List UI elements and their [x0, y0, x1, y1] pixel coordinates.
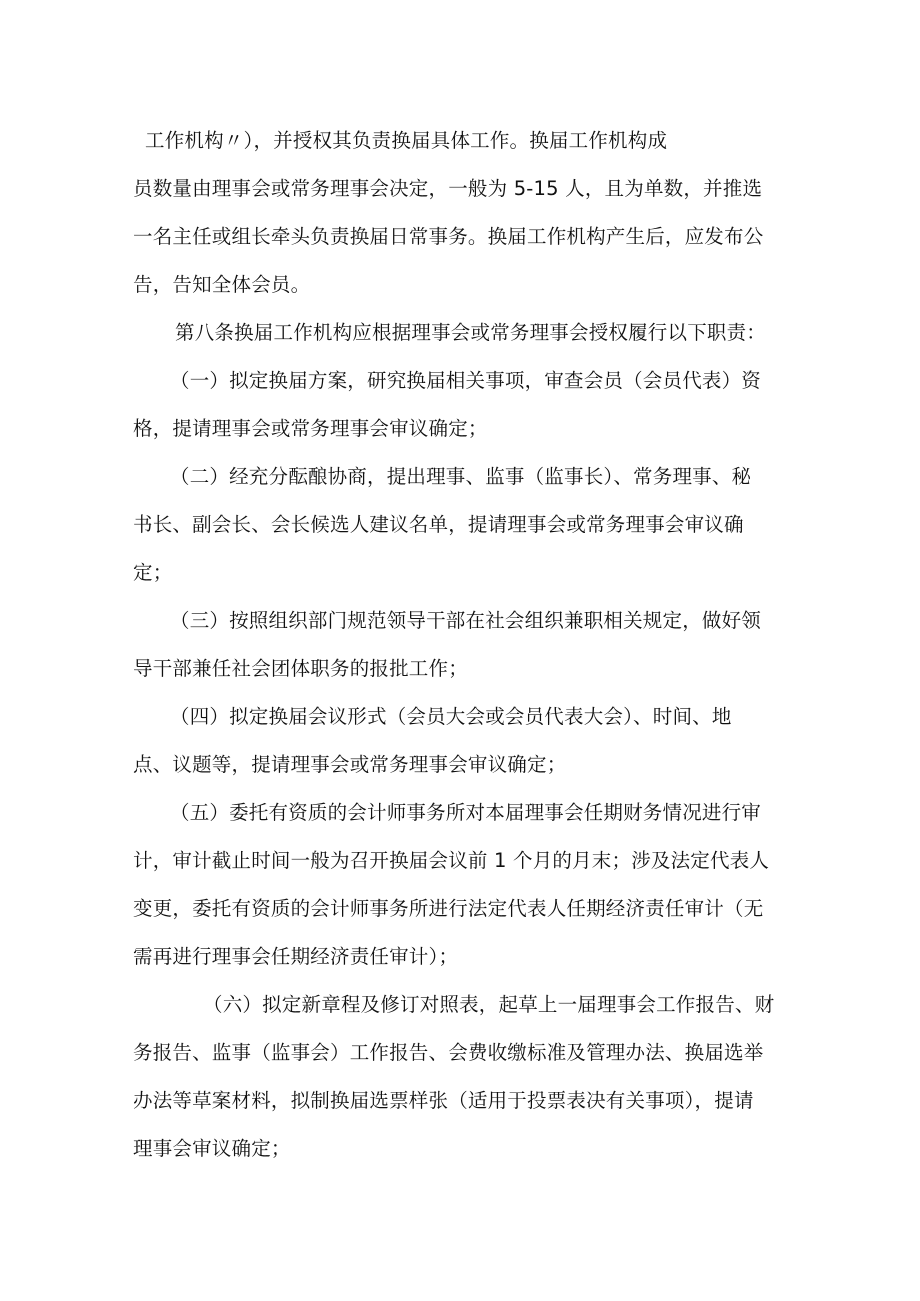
- text-line: 告，告知全体会员。: [133, 273, 311, 296]
- text-line: 需再进行理事会任期经济责任审计）；: [133, 945, 459, 968]
- text-line: 理事会审议确定；: [133, 1137, 291, 1160]
- text-line: 计，审计截止时间一般为召开换届会议前 1 个月的月末；涉及法定代表人: [133, 849, 770, 872]
- text-line: 定；: [133, 561, 173, 584]
- text-line: （一）拟定换届方案，研究换届相关事项，审查会员（会员代表）资: [170, 369, 762, 392]
- text-line: 工作机构〃），并授权其负责换届具体工作。换届工作机构成: [145, 129, 668, 152]
- text-line: 导干部兼任社会团体职务的报批工作；: [133, 657, 468, 680]
- text-line: （三）按照组织部门规范领导干部在社会组织兼职相关规定，做好领: [170, 609, 762, 632]
- text-line: 变更，委托有资质的会计师事务所进行法定代表人任期经济责任审计（无: [133, 897, 764, 920]
- text-line: 格，提请理事会或常务理事会审议确定；: [133, 417, 488, 440]
- text-line: （六）拟定新章程及修订对照表，起草上一届理事会工作报告、财: [203, 993, 775, 1016]
- text-line: （五）委托有资质的会计师事务所对本届理事会任期财务情况进行审: [170, 801, 762, 824]
- text-line: 书长、副会长、会长候选人建议名单，提请理事会或常务理事会审议确: [133, 513, 744, 536]
- text-line: 点、议题等，提请理事会或常务理事会审议确定；: [133, 753, 567, 776]
- text-line: 第八条换届工作机构应根据理事会或常务理事会授权履行以下职责：: [175, 321, 767, 344]
- text-line: （四）拟定换届会议形式（会员大会或会员代表大会）、时间、地: [170, 705, 732, 728]
- text-line: （二）经充分酝酿协商，提出理事、监事（监事长）、常务理事、秘: [170, 465, 752, 488]
- text-line: 务报告、监事（监事会）工作报告、会费收缴标准及管理办法、换届选举: [133, 1041, 764, 1064]
- text-line: 员数量由理事会或常务理事会决定，一般为 5-15 人，且为单数，并推选: [133, 177, 763, 200]
- text-line: 办法等草案材料，拟制换届选票样张（适用于投票表决有关事项），提请: [133, 1089, 754, 1112]
- text-line: 一名主任或组长牵头负责换届日常事务。换届工作机构产生后，应发布公: [133, 225, 764, 248]
